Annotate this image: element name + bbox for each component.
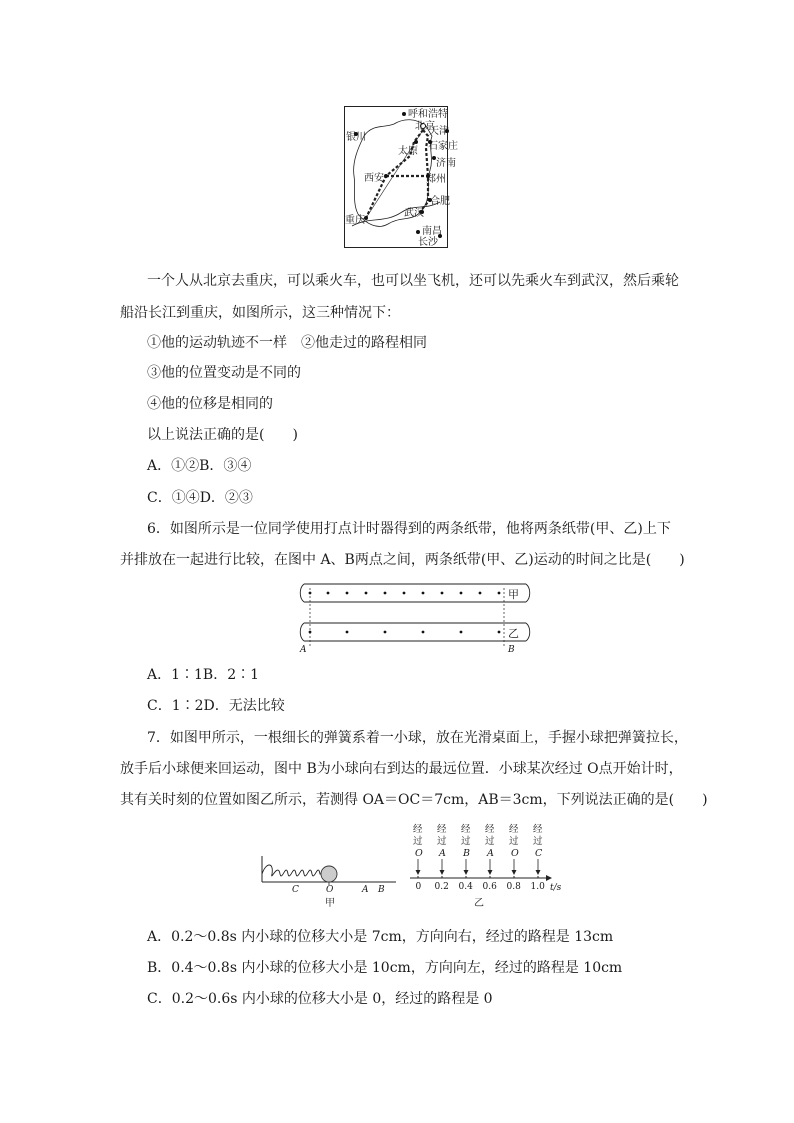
city-tianjin: 天津: [429, 126, 449, 137]
tape-jia: [300, 584, 530, 602]
label-a: A: [362, 885, 369, 895]
timeline-event-arrowhead: [440, 870, 445, 875]
time-axis-label: t/s: [550, 883, 562, 893]
spring-ball-figure: [256, 852, 406, 910]
city-wuhan: 武汉: [404, 208, 424, 219]
timeline-tick-label: 0.8: [506, 882, 521, 892]
q5-statement-1-2: ①他的运动轨迹不一样 ②他走过的路程相同: [147, 335, 427, 351]
timeline-event-letter: B: [463, 848, 470, 859]
timeline-jing-label: 经: [509, 824, 519, 835]
city-xian: 西安: [364, 173, 384, 184]
q7-option-c: C．0.2～0.6s 内小球的位移大小是 0，经过的路程是 0: [147, 991, 493, 1007]
city-beijing: 北京: [415, 121, 435, 132]
label-c: C: [292, 885, 299, 895]
q5-stem-line1: 一个人从北京去重庆，可以乘火车，也可以坐飞机，还可以先乘火车到武汉，然后乘轮: [147, 273, 679, 289]
q7-stem-line3: 其有关时刻的位置如图乙所示，若测得 OA＝OC＝7cm，AB＝3cm，下列说法正确的是( ): [120, 792, 708, 808]
q6-options-ab: A．1∶1B．2∶1: [147, 667, 260, 683]
tape-yi: [300, 623, 530, 641]
timeline-jing-label: 经: [437, 824, 447, 835]
label-b: B: [378, 885, 385, 895]
time-axis-arrow: [546, 875, 552, 881]
fig-yi-caption: 乙: [474, 898, 484, 909]
q6-options-cd: C．1∶2D．无法比较: [147, 698, 285, 714]
fig-jia-caption: 甲: [325, 898, 335, 909]
timeline-guo-label: 过: [509, 836, 519, 847]
city-hohhot: 呼和浩特: [408, 109, 448, 120]
ball: [321, 866, 337, 882]
timeline-guo-label: 过: [533, 836, 543, 847]
q6-stem-line2: 并排放在一起进行比较，在图中 A、B两点之间，两条纸带(甲、乙)运动的时间之比是( ): [120, 552, 685, 568]
timeline-tick-label: 0.2: [434, 882, 449, 892]
timeline-jing-label: 经: [461, 824, 471, 835]
timeline-tick-label: 0.6: [482, 882, 497, 892]
timeline-event-letter: A: [487, 848, 494, 859]
timeline-jing-label: 经: [413, 824, 423, 835]
q7-stem-line1: 7．如图甲所示，一根细长的弹簧系着一小球，放在光滑桌面上，手握小球把弹簧拉长，: [147, 730, 688, 746]
tape-yi-dots: [309, 631, 501, 634]
city-changsha: 长沙: [418, 237, 438, 248]
tape-jia-label: 甲: [508, 588, 519, 601]
tape-jia-dots: [309, 592, 501, 595]
timeline-events: [413, 823, 543, 875]
q5-options-ab: A．①②B．③④: [147, 458, 252, 474]
timeline-guo-label: 过: [485, 836, 495, 847]
q5-stem-line2: 船沿长江到重庆，如图所示，这三种情况下：: [120, 305, 400, 321]
city-chongqing: 重庆: [345, 215, 365, 226]
q6-stem-line1: 6．如图所示是一位同学使用打点计时器得到的两条纸带，他将两条纸带(甲、乙)上下: [147, 521, 671, 537]
timeline-event-letter: A: [439, 848, 446, 859]
q5-statement-3: ③他的位置变动是不同的: [147, 365, 301, 381]
timeline-event-letter: C: [535, 848, 543, 859]
timeline-event-letter: O: [415, 848, 423, 859]
tape-yi-label: 乙: [508, 627, 519, 640]
q5-options-cd: C．①④D．②③: [147, 490, 253, 506]
timeline-guo-label: 过: [461, 836, 471, 847]
timeline-jing-label: 经: [533, 824, 543, 835]
timeline-guo-label: 过: [437, 836, 447, 847]
timeline-event-letter: O: [511, 848, 519, 859]
ticker-tape-figure: [296, 580, 532, 656]
timeline-tick-label: 0.4: [458, 882, 473, 892]
timeline-jing-label: 经: [485, 824, 495, 835]
city-zhengzhou: 郑州: [426, 174, 446, 185]
timeline-guo-label: 过: [413, 836, 423, 847]
timeline-event-arrowhead: [464, 870, 469, 875]
timeline-event-arrowhead: [536, 870, 541, 875]
china-route-map: [344, 106, 458, 248]
timeline-tick-label: 0: [415, 882, 422, 892]
q5-statement-4: ④他的位移是相同的: [147, 396, 273, 412]
timeline-tick-label: 1.0: [530, 882, 545, 892]
timeline-event-arrowhead: [488, 870, 493, 875]
point-a-label: A: [300, 645, 307, 655]
q7-option-b: B．0.4～0.8s 内小球的位移大小是 10cm，方向向左，经过的路程是 10cm: [147, 960, 623, 976]
spring: [262, 865, 322, 876]
city-taiyuan: 太原: [398, 146, 418, 157]
timeline-figure: [408, 822, 568, 912]
label-o: O: [326, 885, 334, 895]
q7-option-a: A．0.2～0.8s 内小球的位移大小是 7cm，方向向右，经过的路程是 13cm: [147, 929, 614, 945]
q7-stem-line2: 放手后小球便来回运动，图中 B为小球向右到达的最远位置．小球某次经过 O点开始计时，: [120, 761, 683, 777]
city-jinan: 济南: [436, 158, 456, 169]
city-shijiazhuang: 石家庄: [428, 141, 458, 152]
city-nanchang: 南昌: [422, 226, 442, 237]
timeline-event-arrowhead: [512, 870, 517, 875]
city-yinchuan: 银川: [346, 132, 366, 143]
point-b-label: B: [508, 645, 515, 655]
timeline-event-arrowhead: [416, 870, 421, 875]
city-hefei: 合肥: [430, 196, 450, 207]
q5-ask: 以上说法正确的是( ): [147, 427, 298, 443]
